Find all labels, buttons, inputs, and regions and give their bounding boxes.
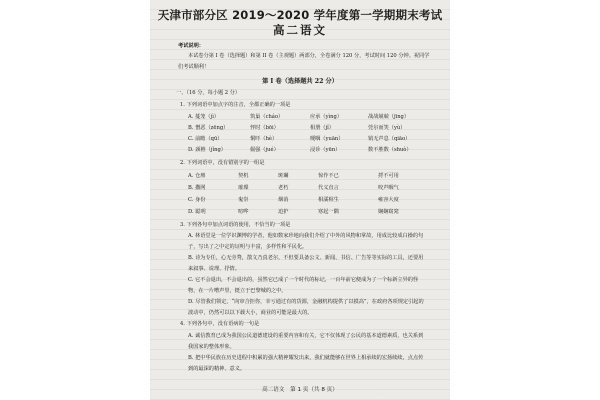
q2-option-b-4: 代义直言	[318, 185, 339, 191]
q2-option-d-2: 喧哗	[238, 209, 249, 215]
q3-option-d: D. 尽管我们领定，“向审合拒你，幸亏通过有的货源，金融机构提供了以摸高”，在政府各项规定引起的波动中，仍然可以以下载大小，商业的可能是最大的。	[188, 299, 424, 316]
q2-option-a-5: 捋不可用	[378, 173, 399, 179]
q1-option-d-2: 倔强（jué）	[250, 147, 279, 153]
q2-option-a-2: 契机	[238, 173, 249, 179]
q3-option-a: A. 林语堂是一位学识渊博的学者，他如数家珍地向我们介绍了中外的风物和掌故，用成比较成白操的句子，写出了之中定的证明与丰富，多样性和平民化。	[188, 233, 424, 250]
exam-subject: 高二语文	[273, 23, 327, 37]
question-3-stem: 3. 下列各句中加点词语的使用，不恰当的一项是	[180, 222, 291, 228]
q4-option-b: B. 把中华民族在历史进程中积累的强大精神耀发出来，我们就能够在世界上相承续的宏扬续续，点点传到的最深的精神、意义。	[188, 355, 424, 372]
q1-option-b-1: B. 憎恶（zēng）	[188, 125, 229, 131]
exam-title: 天津市部分区 2019～2020 学年度第一学期期末考试	[157, 8, 443, 22]
question-1-stem: 1. 下列词语中加点字的注音，全都正确的一项是	[180, 102, 291, 108]
q1-option-d-3: 浸诊（yūn）	[310, 147, 341, 153]
q1-option-c-2: 恫吓（hè）	[250, 136, 278, 142]
q2-option-d-5: 娴娴窈窕	[378, 209, 399, 215]
instructions-body: 本试卷分第 I 卷（选择题）和第 II 卷（主观题）两部分，全卷满分 120 分，考试时间 120 分钟。祝同学们考试顺利！	[178, 53, 430, 70]
q1-option-c-4: 销无声息（qiāo）	[368, 136, 411, 142]
q1-option-a-1: A. 蔓笼（jì）	[188, 114, 220, 120]
q1-option-b-4: 莞尔而笑（yù）	[368, 125, 406, 131]
q2-option-a-1: A. 仓廪	[188, 173, 206, 179]
q1-option-c-3: 哽咽（yuān）	[310, 136, 344, 142]
q2-option-a-3: 斑斓	[278, 173, 289, 179]
q2-option-c-5: 雍容大度	[378, 197, 399, 203]
q2-option-b-5: 咬声咽气	[378, 185, 399, 191]
q3-option-c: C. 它不会退出，不会退出的，虽然它已成了一个时代的标记，一百年前它便成为了一个标新立异的怪物，在一片嘈声里，挺立于巴黎城的之中。	[188, 277, 419, 294]
q2-option-d-3: 迫护	[278, 209, 289, 215]
q2-option-a-4: 惊作不已	[318, 173, 339, 179]
section-one-heading: 一、（16 分，每小题 2 分）	[176, 90, 241, 96]
q2-option-c-1: C. 身份	[188, 197, 206, 203]
q2-option-b-2: 璀璨	[238, 185, 249, 191]
q2-option-c-2: 鬼崇	[238, 197, 249, 203]
question-2-stem: 2. 下列词语中，没有错别字的一组是	[180, 160, 265, 166]
q4-option-a: A. 诚信教育已成为我国公民道德建设的重要内容和有关，它不仅体现了公民的基本道德素质，也关系到我国家的整体形象。	[188, 333, 424, 350]
instructions-heading: 考试说明：	[178, 43, 204, 49]
q2-option-c-3: 烟消	[278, 197, 289, 203]
q2-option-c-4: 相濡相生	[318, 197, 339, 203]
q1-option-a-3: 应承（yìng）	[310, 114, 343, 120]
q1-option-a-4: 战战兢兢（jīng）	[368, 114, 410, 120]
question-4-stem: 4. 下列各句中，没有语病的一句是	[180, 321, 260, 327]
q1-option-c-1: C. 前瞻（qū）	[188, 136, 223, 142]
q2-option-d-1: D. 聪明	[188, 209, 206, 215]
q2-option-b-1: B. 撒网	[188, 185, 206, 191]
q1-option-d-1: D. 颈椎（jǐng）	[188, 147, 226, 153]
q3-option-b: B. 诗为专任，心无旁骛，散文乃真老尔，不但要具备公文、新闻、书信、广告等等实际的工具，还要用来叙事、说理、抒情。	[188, 255, 424, 272]
page-footer: 高二语文 第 1 页（共 8 页）	[262, 387, 338, 393]
part-one-title: 第 I 卷（选择题共 22 分）	[262, 78, 338, 85]
q1-option-a-2: 筑巢（cháo）	[250, 114, 284, 120]
q1-option-b-3: 相册（jǐ）	[310, 125, 335, 131]
q2-option-b-3: 老朽	[278, 185, 289, 191]
q1-option-d-4: 数不胜数（shuò）	[368, 147, 412, 153]
q1-option-b-2: 怦时（bōi）	[250, 125, 279, 131]
exam-page	[150, 0, 450, 400]
q2-option-d-4: 寒起一隅	[318, 209, 339, 215]
